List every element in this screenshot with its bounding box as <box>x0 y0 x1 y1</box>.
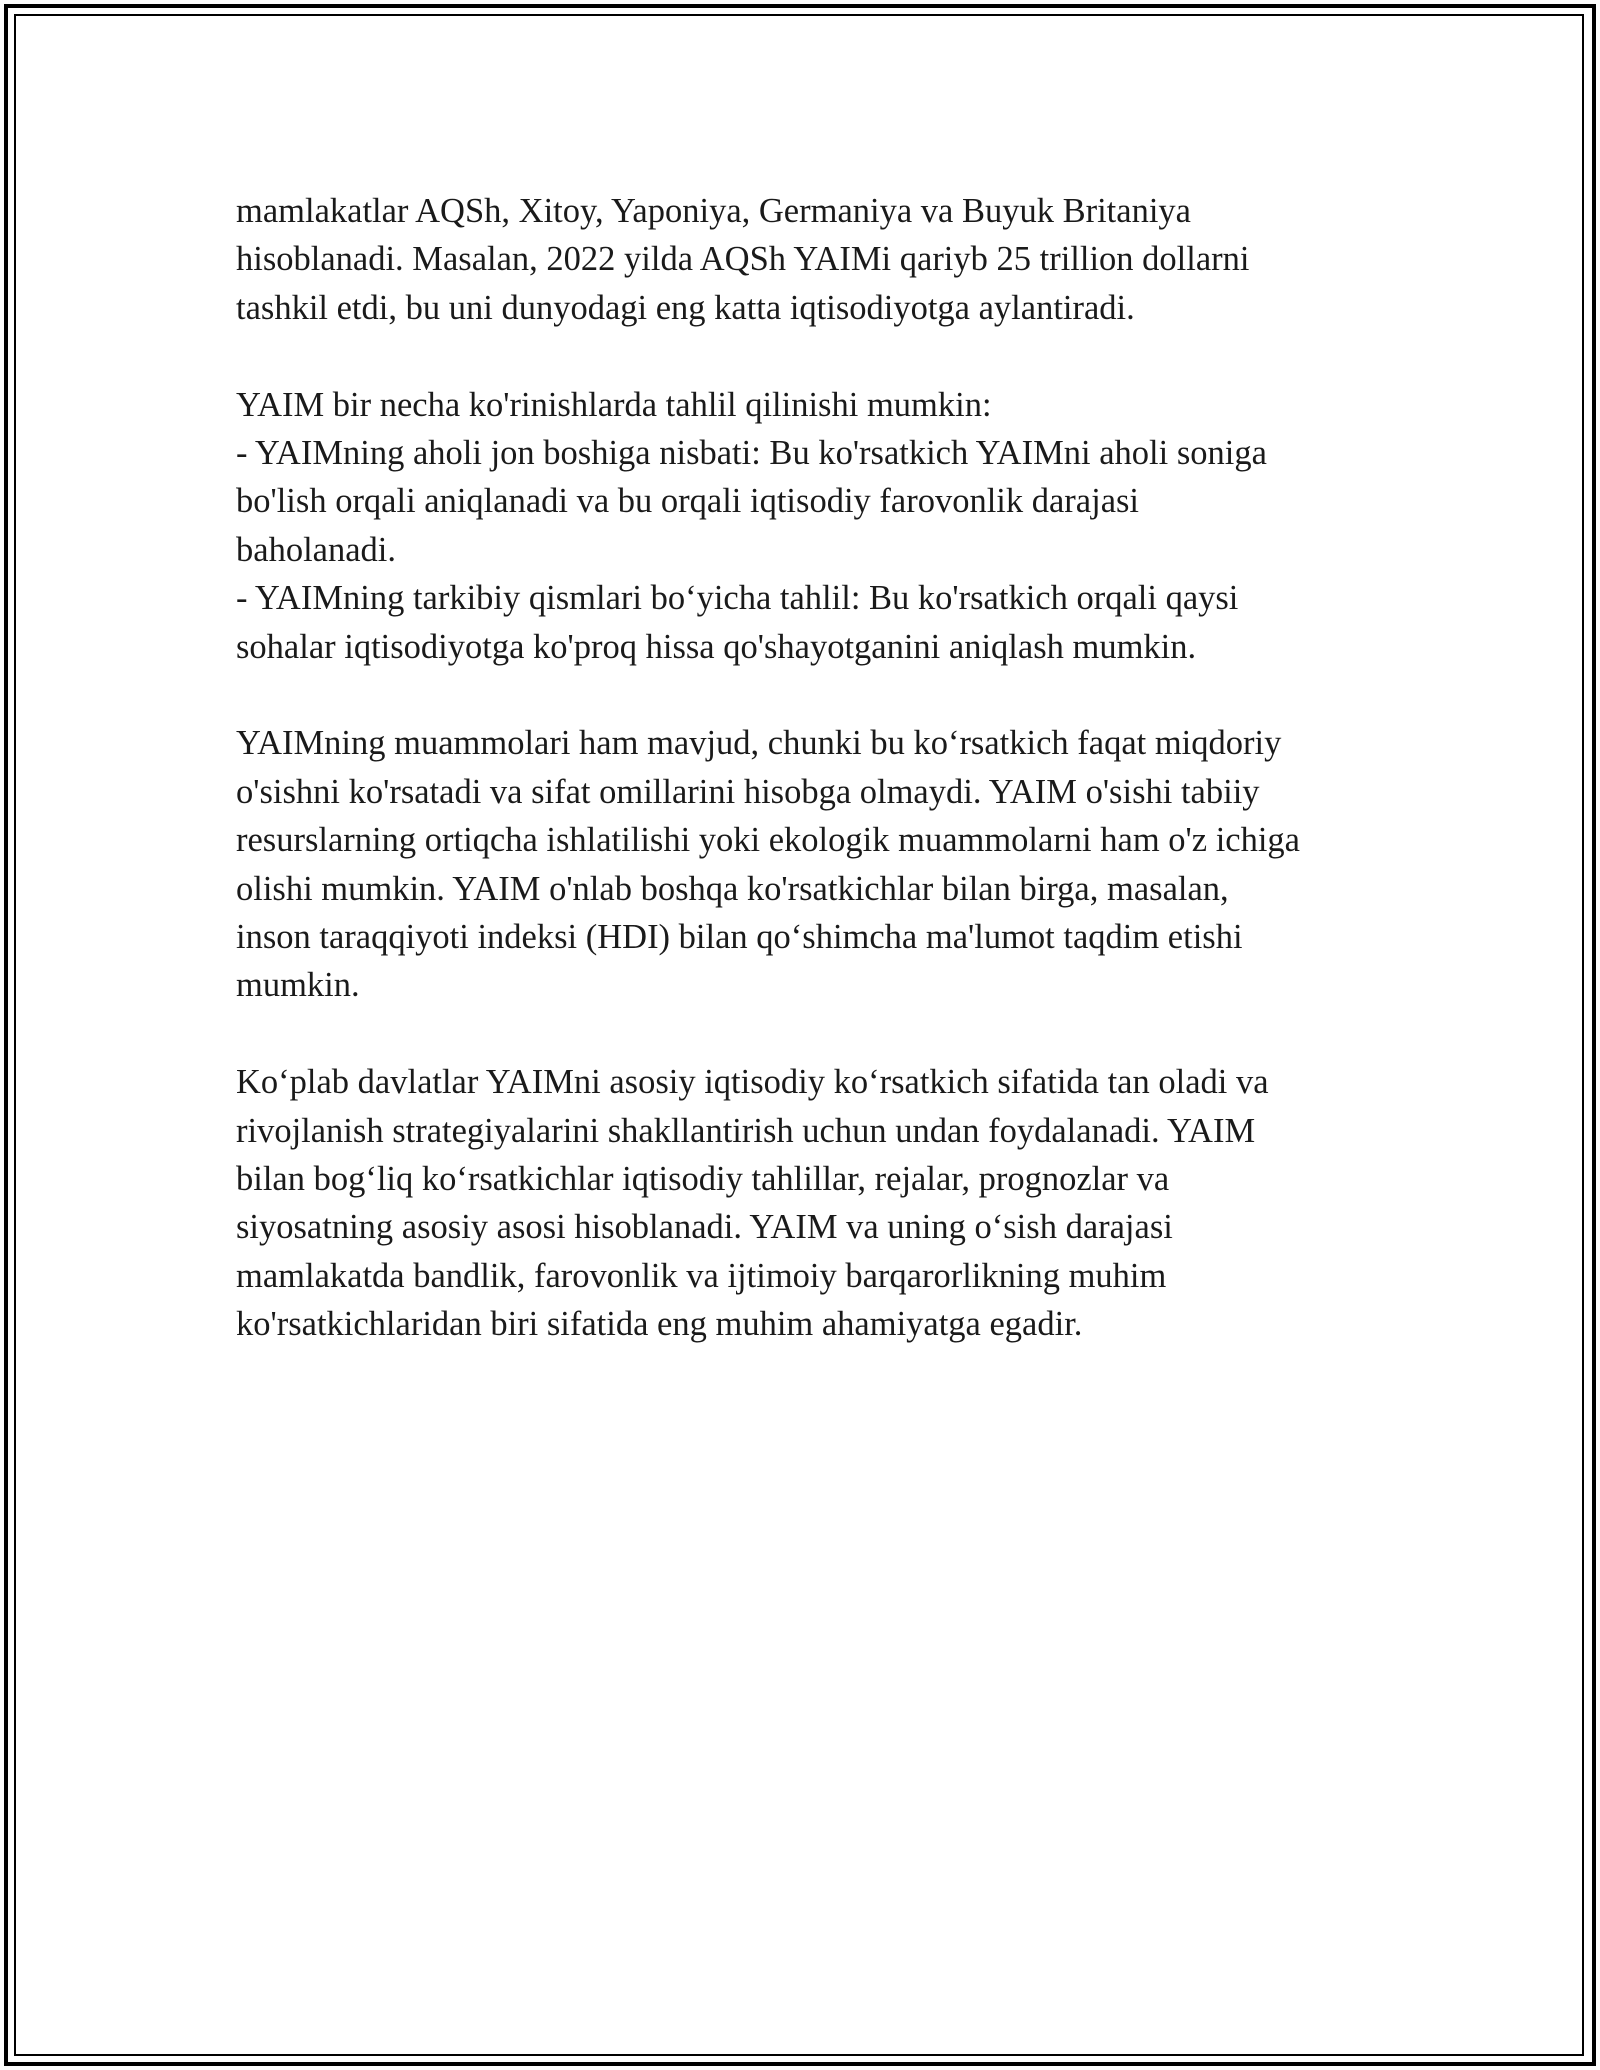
paragraph-analysis-views: YAIM bir necha ko'rinishlarda tahlil qilinishi mumkin: - YAIMning aholi jon boshiga nisbati: Bu ko'rsatkich YAIMni aholi soniga bo'lish orqali aniqlanadi va bu orqali iqtisodiy farovonlik darajasi baholanadi. - YAIMning tarkibiy qismlari bo‘yicha tahlil: Bu ko'rsatkich orqali qaysi sohalar iqtisodiyotga ko'proq hissa qo'shayotganini aniqlash mumkin. <box>236 385 1267 666</box>
paragraph-limitations: YAIMning muammolari ham mavjud, chunki bu ko‘rsatkich faqat miqdoriy o'sishni ko'rsatadi va sifat omillarini hisobga olmaydi. YAIM o'sishi tabiiy resurslarning ortiqcha ishlatilishi yoki ekologik muammolarni ham o'z ichiga olishi mumkin. YAIM o'nlab boshqa ko'rsatkichlar bilan birga, masalan, inson taraqqiyoti indeksi (HDI) bilan qo‘shimcha ma'lumot taqdim etishi mumkin. <box>236 724 1300 1005</box>
paragraph-largest-economies: mamlakatlar AQSh, Xitoy, Yaponiya, Germaniya va Buyuk Britaniya hisoblanadi. Masalan, 2022 yilda AQSh YAIMi qariyb 25 trillion dollarni tashkil etdi, bu uni dunyodagi eng katta iqtisodiyotga aylantiradi. <box>236 192 1250 327</box>
document-body <box>236 187 1386 1349</box>
paragraph-importance: Ko‘plab davlatlar YAIMni asosiy iqtisodiy ko‘rsatkich sifatida tan oladi va rivojlanish strategiyalarini shakllantirish uchun undan foydalanadi. YAIM bilan bog‘liq ko‘rsatkichlar iqtisodiy tahlillar, rejalar, prognozlar va siyosatning asosiy asosi hisoblanadi. YAIM va uning o‘sish darajasi mamlakatda bandlik, farovonlik va ijtimoiy barqarorlikning muhim ko'rsatkichlaridan biri sifatida eng muhim ahamiyatga egadir. <box>236 1063 1269 1344</box>
